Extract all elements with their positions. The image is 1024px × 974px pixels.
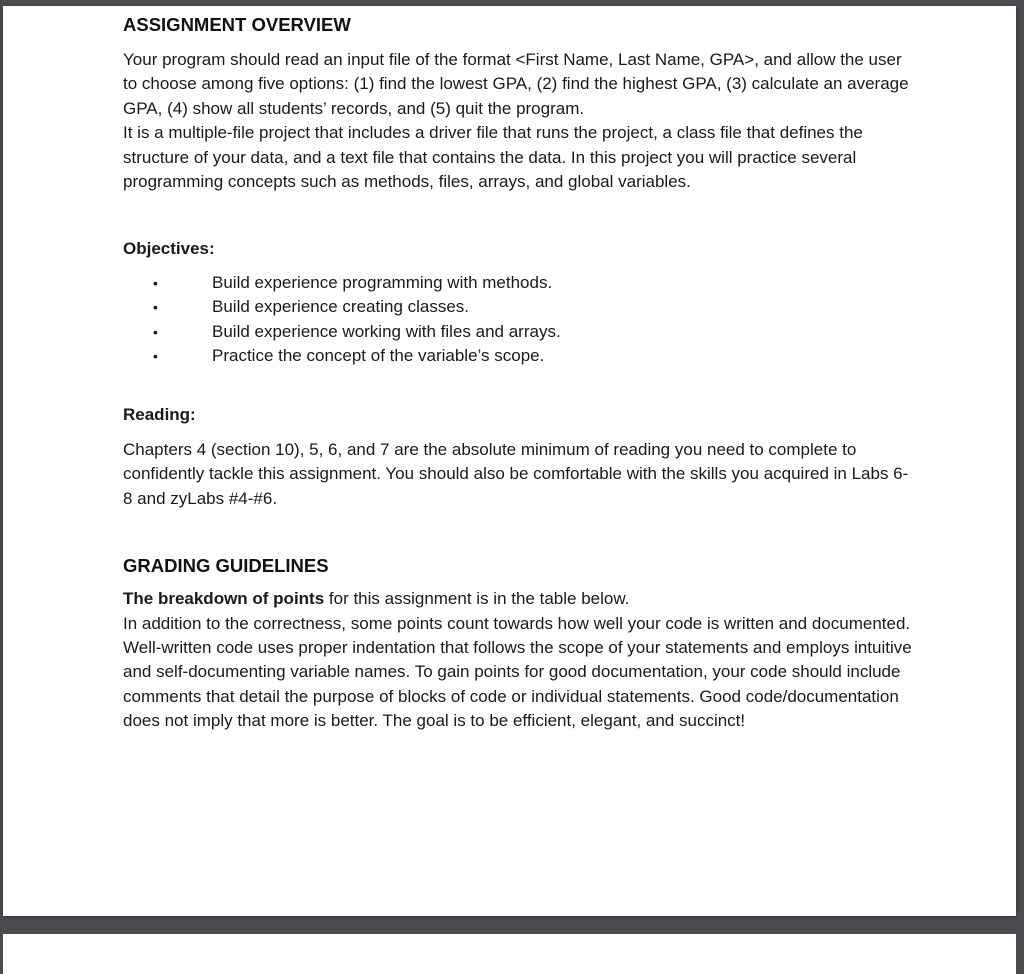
breakdown-line — [123, 587, 913, 611]
objective-item — [123, 271, 913, 295]
overview-paragraph-1: Your program should read an input file of the format <First Name, Last Name, GPA>, and allow the user to choose among five options: (1) find the lowest GPA, (2) find the highest GPA, (3) calculate an average GPA, (4) show all students’ records, and (5) quit the program. — [123, 50, 909, 118]
bullet-icon: • — [153, 323, 158, 340]
objective-item — [123, 320, 913, 344]
objective-item — [123, 344, 913, 368]
assignment-overview-heading: ASSIGNMENT OVERVIEW — [123, 14, 351, 35]
breakdown-rest-text: for this assignment is in the table below. — [324, 589, 630, 609]
bullet-icon: • — [153, 299, 158, 316]
objective-item — [123, 295, 913, 319]
reading-label: Reading: — [123, 405, 196, 425]
breakdown-bold-text: The breakdown of points — [123, 589, 325, 609]
objective-text: Practice the concept of the variable’s scope. — [212, 346, 545, 366]
grading-guidelines-heading: GRADING GUIDELINES — [123, 555, 329, 577]
objective-text: Build experience programming with methods. — [212, 272, 553, 292]
bullet-icon: • — [153, 274, 158, 291]
page-content — [123, 12, 913, 734]
document-page-2 — [3, 934, 1016, 974]
document-page-1 — [3, 6, 1016, 916]
objective-text: Build experience creating classes. — [212, 297, 470, 317]
objectives-list — [123, 271, 913, 369]
objective-text: Build experience working with files and arrays. — [212, 321, 561, 341]
bullet-icon: • — [153, 348, 158, 365]
grading-paragraph: In addition to the correctness, some points count towards how well your code is written and documented. Well-written code uses proper indentation that follows the scope of your statements and employs intuitive and self-documenting variable names. To gain points for good documentation, your code should include comments that detail the purpose of blocks of code or individual statements. Good code/documentation does not imply that more is better. The goal is to be efficient, elegant, and succinct! — [123, 613, 912, 731]
reading-paragraph: Chapters 4 (section 10), 5, 6, and 7 are the absolute minimum of reading you need to complete to confidently tackle this assignment. You should also be comfortable with the skills you acquired in Labs 6-8 and zyLabs #4-#6. — [123, 439, 909, 508]
objectives-label: Objectives: — [123, 239, 215, 259]
overview-paragraph-2: It is a multiple-file project that includes a driver file that runs the project, a class file that defines the structure of your data, and a text file that contains the data. In this project you will practice several programming concepts such as methods, files, arrays, and global variables. — [123, 123, 863, 192]
